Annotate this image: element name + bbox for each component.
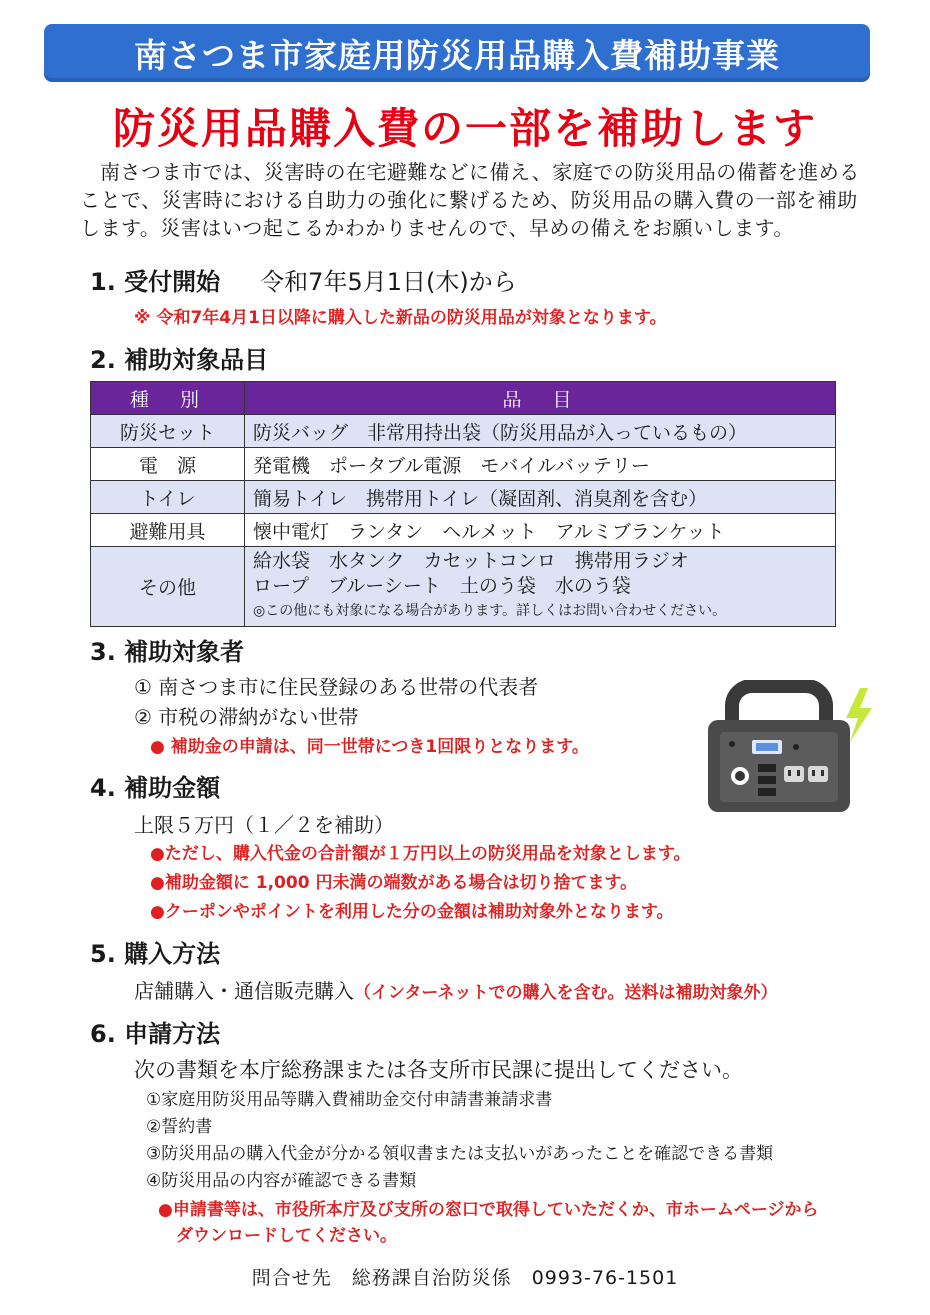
eligibility-item-2: ② 市税の滞納がない世帯 <box>134 705 359 729</box>
table-header-items: 品 目 <box>245 382 836 415</box>
purchase-method <box>134 975 777 1004</box>
category-cell: 防災セット <box>91 415 245 448</box>
table-header-row <box>91 382 836 415</box>
application-lead: 次の書類を本庁総務課または各支所市民課に提出してください。 <box>134 1058 743 1082</box>
category-cell: 避難用具 <box>91 514 245 547</box>
subsidy-limit: 上限５万円（１／２を補助） <box>134 813 394 837</box>
portable-power-station-icon <box>700 680 880 820</box>
purchase-date-note: ※ 令和7年4月1日以降に購入した新品の防災用品が対象となります。 <box>134 308 667 328</box>
items-line: ロープ ブルーシート 土のう袋 水のう袋 <box>253 575 631 597</box>
title-banner <box>44 24 870 82</box>
section-5-heading: 5. 購入方法 <box>90 940 221 968</box>
items-cell <box>245 547 836 627</box>
subsidy-note: ●ただし、購入代金の合計額が１万円以上の防災用品を対象とします。 <box>150 844 691 864</box>
purchase-method-text: 店舗購入・通信販売購入 <box>134 979 354 1003</box>
intro-paragraph <box>80 158 860 242</box>
document-item: ①家庭用防災用品等購入費補助金交付申請書兼請求書 <box>146 1090 553 1110</box>
eligible-items-table <box>90 381 836 627</box>
section-4-heading: 4. 補助金額 <box>90 774 221 802</box>
application-note: ダウンロードしてください。 <box>176 1226 397 1246</box>
category-cell: その他 <box>91 547 245 627</box>
items-line: 給水袋 水タンク カセットコンロ 携帯用ラジオ <box>253 550 689 572</box>
table-note: ◎この他にも対象になる場合があります。詳しくはお問い合わせください。 <box>253 603 727 619</box>
items-cell: 発電機 ポータブル電源 モバイルバッテリー <box>245 448 836 481</box>
table-header-category: 種 別 <box>91 382 245 415</box>
items-cell: 懐中電灯 ランタン ヘルメット アルミブランケット <box>245 514 836 547</box>
items-cell: 防災バッグ 非常用持出袋（防災用品が入っているもの） <box>245 415 836 448</box>
table-row <box>91 448 836 481</box>
section-2-heading: 2. 補助対象品目 <box>90 346 269 374</box>
intro-line: ことで、災害時における自助力の強化に繋げるため、防災用品の購入費の一部を補助 <box>80 188 858 212</box>
section-3-heading: 3. 補助対象者 <box>90 638 245 666</box>
section-1-heading <box>90 262 517 297</box>
section-1-title: 1. 受付開始 <box>90 268 221 296</box>
category-cell: トイレ <box>91 481 245 514</box>
intro-line: 南さつま市では、災害時の在宅避難などに備え、家庭での防災用品の備蓄を進める <box>100 160 860 184</box>
document-item: ④防災用品の内容が確認できる書類 <box>146 1171 417 1191</box>
application-note: ●申請書等は、市役所本庁及び支所の窓口で取得していただくか、市ホームページから <box>158 1200 819 1220</box>
document-item: ③防災用品の購入代金が分かる領収書または支払いがあったことを確認できる書類 <box>146 1144 774 1164</box>
section-6-heading: 6. 申請方法 <box>90 1020 221 1048</box>
intro-line: します。災害はいつ起こるかわかりませんので、早めの備えをお願いします。 <box>80 216 794 240</box>
purchase-method-note: （インターネットでの購入を含む。送料は補助対象外） <box>354 983 778 1003</box>
items-cell: 簡易トイレ 携帯用トイレ（凝固剤、消臭剤を含む） <box>245 481 836 514</box>
headline: 防災用品購入費の一部を補助します <box>112 104 817 153</box>
table-row <box>91 547 836 627</box>
eligibility-item-1: ① 南さつま市に住民登録のある世帯の代表者 <box>134 675 539 699</box>
category-cell: 電 源 <box>91 448 245 481</box>
banner-title: 南さつま市家庭用防災用品購入費補助事業 <box>134 35 780 75</box>
table-row <box>91 481 836 514</box>
subsidy-note: ●クーポンやポイントを利用した分の金額は補助対象外となります。 <box>150 902 674 922</box>
subsidy-note: ●補助金額に 1,000 円未満の端数がある場合は切り捨てます。 <box>150 873 638 893</box>
document-item: ②誓約書 <box>146 1117 213 1137</box>
table-row <box>91 415 836 448</box>
table-row <box>91 514 836 547</box>
contact-info: 問合せ先 総務課自治防災係 0993-76-1501 <box>251 1267 679 1289</box>
eligibility-note: ● 補助金の申請は、同一世帯につき1回限りとなります。 <box>150 737 589 757</box>
reception-start-date: 令和7年5月1日(木)から <box>260 268 517 296</box>
